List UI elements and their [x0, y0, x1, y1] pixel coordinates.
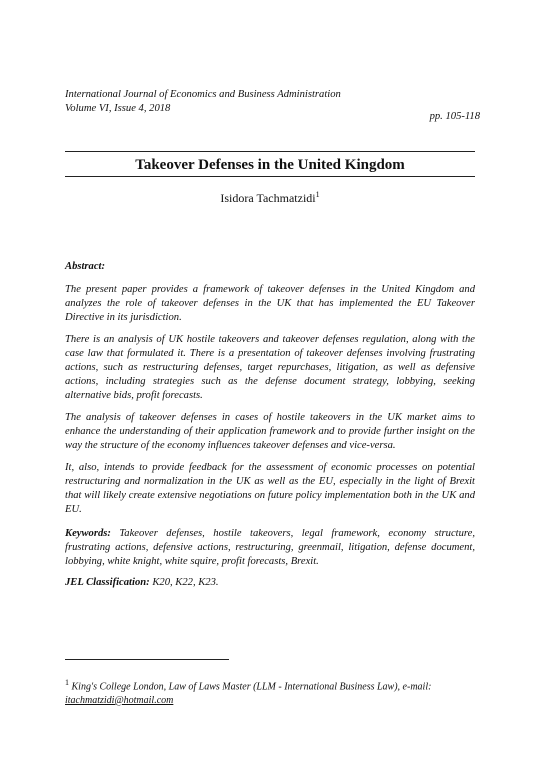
keywords-block	[65, 527, 475, 569]
author-name: Isidora Tachmatzidi	[220, 191, 316, 205]
footnote-mark: 1	[65, 678, 69, 687]
keywords-label: Keywords:	[65, 528, 111, 539]
author-line	[65, 190, 475, 206]
footnote-email-link[interactable]: itachmatzidi@hotmail.com	[65, 694, 174, 706]
keywords-text: Takeover defenses, hostile takeovers, legal framework, economy structure, frustrating actions, defensive actions, restructuring, greenmail, litigation, defense document, lobbying, white knight, white squire, profit forecasts, Brexit.	[65, 528, 475, 567]
footnote-rule	[65, 659, 229, 660]
title-top-rule	[65, 151, 475, 152]
author-footnote-mark: 1	[315, 190, 320, 199]
abstract-paragraph-3: The analysis of takeover defenses in cases of hostile takeovers in the UK market aims to enhance the understanding of their application framework and to provide further insight on the way the structure of the economy influences takeover defenses and vice-versa.	[65, 412, 475, 451]
abstract-paragraph-1: The present paper provides a framework of takeover defenses in the United Kingdom and analyzes the role of takeover defenses in the UK that has implemented the EU Takeover Directive in its jurisdiction.	[65, 284, 475, 323]
abstract-paragraph-4: It, also, intends to provide feedback for the assessment of economic processes on potential restructuring and normalization in the UK as well as the EU, especially in the light of Brexit that will likely create extensive negotiations on future policy implementation both in the UK and EU.	[65, 462, 475, 515]
jel-block	[65, 576, 475, 590]
abstract-paragraph-2: There is an analysis of UK hostile takeovers and takeover defenses regulation, along with the case law that formulated it. There is a presentation of takeover defenses involving frustrating actions, such as restructuring defenses, target repurchases, litigation, as well as defensive actions, including strategies such as the defense document strategy, lobbying, seeking alternative bids, profit forecasts.	[65, 334, 475, 401]
abstract-heading: Abstract:	[65, 261, 106, 272]
title-bottom-rule	[65, 176, 475, 177]
volume-issue: Volume VI, Issue 4, 2018	[65, 103, 171, 114]
jel-label: JEL Classification:	[65, 577, 150, 588]
paper-title: Takeover Defenses in the United Kingdom	[135, 157, 405, 173]
journal-name: International Journal of Economics and Business Administration	[65, 89, 341, 100]
footnote-text: King's College London, Law of Laws Master (LLM - International Business Law), e-mail:	[71, 681, 432, 693]
footnote	[65, 676, 485, 707]
page-range: pp. 105-118	[429, 111, 480, 122]
jel-text: K20, K22, K23.	[152, 577, 219, 588]
journal-header	[65, 88, 341, 116]
